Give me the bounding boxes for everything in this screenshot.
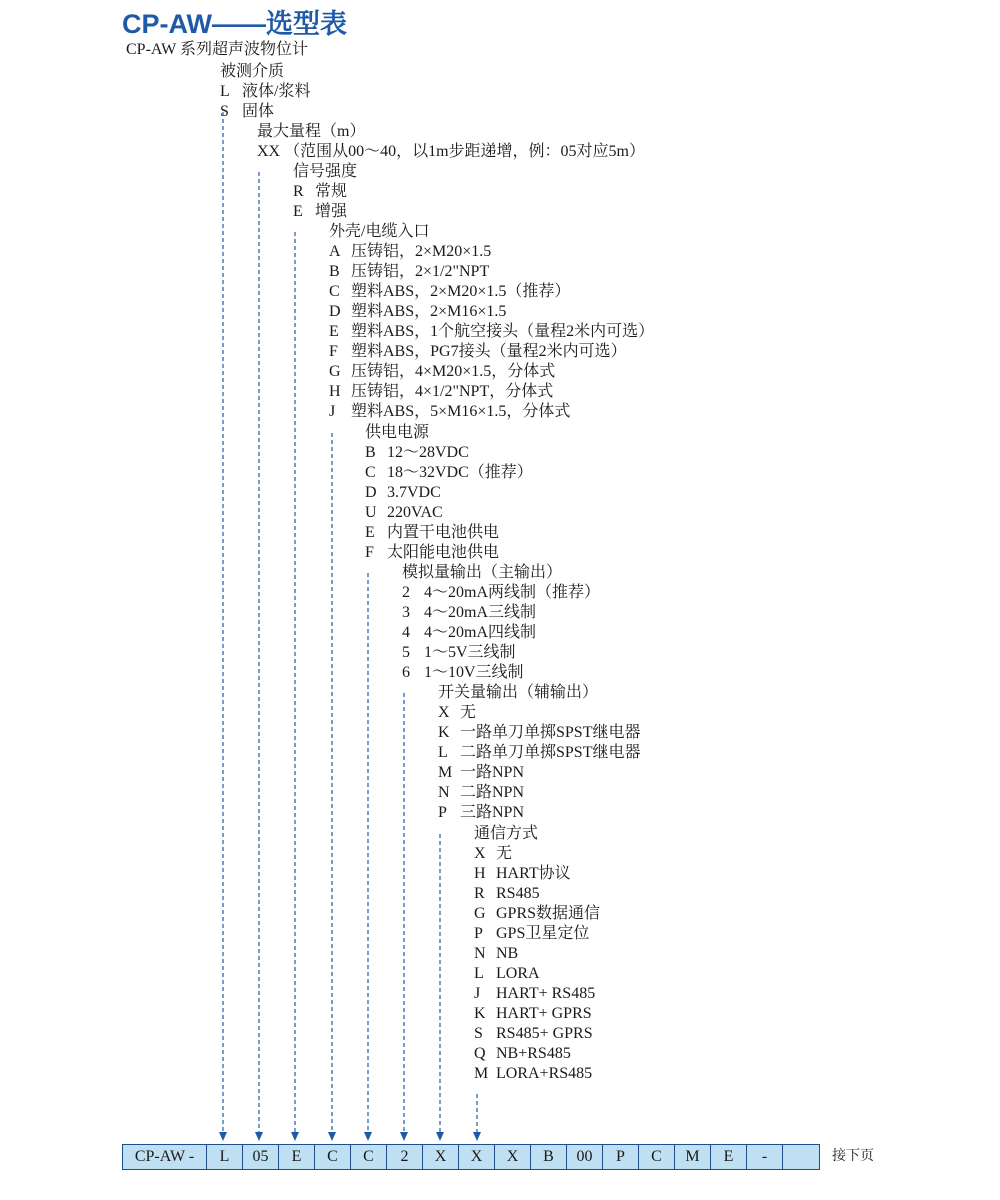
option-code: B xyxy=(329,263,340,280)
option-description: 固体 xyxy=(242,103,275,120)
option-code: XX xyxy=(257,143,281,160)
code-cell: L xyxy=(207,1145,243,1169)
option-code: F xyxy=(365,544,374,561)
option-code: N xyxy=(438,784,450,801)
arrow-power xyxy=(364,573,372,1141)
option-code: K xyxy=(438,724,450,741)
option-description: 常规 xyxy=(315,183,348,200)
option-code: C xyxy=(329,283,340,300)
code-cell: E xyxy=(711,1145,747,1169)
code-cell: CP-AW - xyxy=(123,1145,207,1169)
arrow-head xyxy=(473,1132,481,1141)
option-description: NB+RS485 xyxy=(496,1045,571,1062)
option-code: B xyxy=(365,444,376,461)
option-description: HART协议 xyxy=(496,865,571,882)
arrow-range xyxy=(255,172,263,1141)
option-code: A xyxy=(329,243,341,260)
option-description: 塑料ABS，2×M16×1.5 xyxy=(351,303,507,320)
option-code: N xyxy=(474,945,486,962)
option-description: GPRS数据通信 xyxy=(496,905,601,922)
option-code: R xyxy=(474,885,485,902)
code-cell: - xyxy=(747,1145,783,1169)
option-description: RS485 xyxy=(496,885,540,902)
option-code: M xyxy=(474,1065,489,1082)
option-description: 一路单刀单掷SPST继电器 xyxy=(460,724,641,741)
code-cell: P xyxy=(603,1145,639,1169)
code-cell: X xyxy=(459,1145,495,1169)
arrow-head xyxy=(328,1132,336,1141)
option-description: 塑料ABS，PG7接头（量程2米内可选） xyxy=(351,343,627,360)
option-code: D xyxy=(329,303,341,320)
option-description: 压铸铝，2×M20×1.5 xyxy=(351,243,492,260)
option-code: 4 xyxy=(402,624,410,641)
option-description: 二路单刀单掷SPST继电器 xyxy=(460,744,641,761)
code-cell: B xyxy=(531,1145,567,1169)
arrow-head xyxy=(364,1132,372,1141)
option-description: 内置干电池供电 xyxy=(387,524,500,541)
option-description: 塑料ABS，5×M16×1.5，分体式 xyxy=(351,403,571,420)
code-cell: 00 xyxy=(567,1145,603,1169)
option-description: 压铸铝，2×1/2"NPT xyxy=(351,263,490,280)
option-description: 压铸铝，4×M20×1.5，分体式 xyxy=(351,363,556,380)
arrow-head xyxy=(291,1132,299,1141)
code-cell: E xyxy=(279,1145,315,1169)
code-cell: 2 xyxy=(387,1145,423,1169)
section-title: 最大量程（m） xyxy=(257,123,366,140)
model-code-bar xyxy=(122,1144,820,1170)
option-description: 4～20mA四线制 xyxy=(424,624,537,641)
option-description: 4～20mA三线制 xyxy=(424,604,537,621)
option-code: G xyxy=(474,905,486,922)
option-description: 12～28VDC xyxy=(387,444,469,461)
option-code: E xyxy=(293,203,303,220)
option-code: F xyxy=(329,343,338,360)
option-code: 6 xyxy=(402,664,410,681)
arrow-head xyxy=(400,1132,408,1141)
option-code: 5 xyxy=(402,644,410,661)
arrow-signal xyxy=(291,232,299,1141)
arrow-head xyxy=(436,1132,444,1141)
option-code: E xyxy=(329,323,339,340)
section-title: 被测介质 xyxy=(220,63,285,80)
section-title: 供电电源 xyxy=(365,424,430,441)
arrow-analog-output xyxy=(400,693,408,1141)
option-description: LORA xyxy=(496,965,540,982)
option-description: 塑料ABS，2×M20×1.5（推荐） xyxy=(351,283,571,300)
option-description: 18～32VDC（推荐） xyxy=(387,464,533,481)
code-cell: C xyxy=(639,1145,675,1169)
option-description: HART+ RS485 xyxy=(496,985,596,1002)
arrow-communication xyxy=(473,1094,481,1141)
option-code: 3 xyxy=(402,604,410,621)
option-code: G xyxy=(329,363,341,380)
option-description: 一路NPN xyxy=(460,764,525,781)
option-description: 3.7VDC xyxy=(387,484,441,501)
option-code: M xyxy=(438,764,453,781)
code-cell: C xyxy=(351,1145,387,1169)
option-description: 塑料ABS，1个航空接头（量程2米内可选） xyxy=(351,323,655,340)
option-code: X xyxy=(438,704,450,721)
option-description: 二路NPN xyxy=(460,784,525,801)
option-code: R xyxy=(293,183,304,200)
option-code: H xyxy=(474,865,486,882)
product-series-name: CP-AW 系列超声波物位计 xyxy=(126,41,308,58)
option-code: H xyxy=(329,383,341,400)
arrow-head xyxy=(219,1132,227,1141)
option-code: K xyxy=(474,1005,486,1022)
option-code: D xyxy=(365,484,377,501)
code-cell xyxy=(783,1145,819,1169)
continued-next-page: 接下页 xyxy=(832,1149,874,1164)
option-description: HART+ GPRS xyxy=(496,1005,592,1022)
option-description: 三路NPN xyxy=(460,804,525,821)
option-description: GPS卫星定位 xyxy=(496,925,590,942)
arrow-head xyxy=(255,1132,263,1141)
option-description: RS485+ GPRS xyxy=(496,1025,593,1042)
option-code: J xyxy=(474,985,481,1002)
option-code: L xyxy=(438,744,448,761)
option-description: 无 xyxy=(460,704,477,721)
option-description: 太阳能电池供电 xyxy=(387,544,500,561)
section-title: 外壳/电缆入口 xyxy=(329,223,430,240)
option-description: 无 xyxy=(496,845,513,862)
option-description: 1～10V三线制 xyxy=(424,664,524,681)
arrow-housing xyxy=(328,433,336,1141)
option-description: 压铸铝，4×1/2"NPT，分体式 xyxy=(351,383,554,400)
page-title: CP-AW——选型表 xyxy=(122,9,347,39)
section-title: 开关量输出（辅输出） xyxy=(438,684,599,701)
option-description: 220VAC xyxy=(387,504,443,521)
option-code: L xyxy=(474,965,484,982)
option-code: X xyxy=(474,845,486,862)
option-description: （范围从00～40，以1m步距递增，例：05对应5m） xyxy=(284,143,646,160)
option-code: 2 xyxy=(402,584,410,601)
arrow-switch-output xyxy=(436,834,444,1141)
option-description: NB xyxy=(496,945,519,962)
code-cell: X xyxy=(423,1145,459,1169)
option-code: U xyxy=(365,504,377,521)
option-code: L xyxy=(220,83,230,100)
arrow-medium xyxy=(219,112,227,1141)
option-code: S xyxy=(220,103,229,120)
code-cell: M xyxy=(675,1145,711,1169)
section-title: 信号强度 xyxy=(293,163,358,180)
option-code: E xyxy=(365,524,375,541)
option-code: P xyxy=(474,925,483,942)
option-description: 1～5V三线制 xyxy=(424,644,516,661)
code-cell: C xyxy=(315,1145,351,1169)
code-cell: X xyxy=(495,1145,531,1169)
code-cell: 05 xyxy=(243,1145,279,1169)
section-title: 模拟量输出（主输出） xyxy=(402,564,563,581)
option-description: 增强 xyxy=(315,203,348,220)
option-description: 4～20mA两线制（推荐） xyxy=(424,584,601,601)
option-code: Q xyxy=(474,1045,486,1062)
option-code: J xyxy=(329,403,336,420)
option-code: P xyxy=(438,804,447,821)
option-description: LORA+RS485 xyxy=(496,1065,593,1082)
option-code: S xyxy=(474,1025,483,1042)
option-code: C xyxy=(365,464,376,481)
section-title: 通信方式 xyxy=(474,825,539,842)
option-description: 液体/浆料 xyxy=(242,83,311,100)
